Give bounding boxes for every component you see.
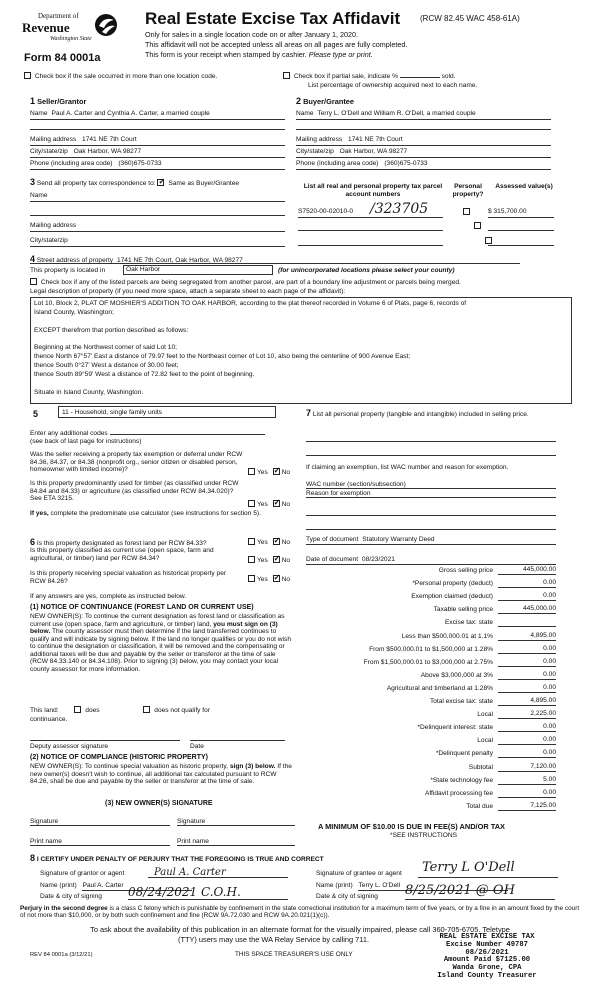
owner-print-2-label: Print name	[177, 838, 209, 845]
s5-q1-no-label: No	[281, 469, 291, 476]
grantee-name-label: Name (print)	[316, 882, 353, 889]
notice1-a: NEW OWNER(S): To continue the current designation as forest land or classification as current use (open space, farm and agriculture, or timber) land,	[30, 613, 285, 628]
codes-field[interactable]	[110, 434, 265, 435]
doc-date-value: 08/23/2021	[361, 556, 395, 563]
perjury-rest: is a class C felony which is punishable by confinement in the state correctional institution for a maximum term of five years, or by a fine in an amount fixed by the court of not more than $10,000, or by both such confinement and fine (RCW 9A.72.030 and RCW 9A.20.021(1)(c)).	[20, 905, 580, 920]
tax-row-value[interactable]: 0.00	[498, 684, 556, 693]
does-not-label: does not qualify for	[154, 707, 210, 714]
section5-num: 5	[33, 409, 39, 419]
buyer-phone-label: Phone (including area code)	[296, 160, 379, 167]
legal-line	[34, 336, 568, 345]
legal-line: EXCEPT therefrom that portion described as follows:	[34, 326, 189, 334]
buyer-name-label: Name	[296, 110, 314, 117]
correspondence-num: 3	[30, 177, 36, 187]
grantor-name-value[interactable]: Paul A. Carter	[82, 882, 192, 891]
tax-row-label: Less than $500,000.01 at 1.1%	[401, 632, 493, 640]
tax-row-label: *Delinquent interest: state	[417, 724, 493, 732]
s5-q1-no-checkbox[interactable]	[273, 468, 280, 475]
parcel-3-value-field[interactable]	[488, 238, 554, 246]
grantee-date-value[interactable]: 8/25/2021 @ OH	[405, 884, 555, 900]
tax-row-value[interactable]: 445,000.00	[498, 605, 556, 614]
stamp-line: Excise Number 49787	[446, 940, 528, 949]
legal-line: Beginning at the Northwest corner of said Lot 10;	[34, 344, 177, 352]
legal-line: Lot 10, Block 2, PLAT OF MOSHIER'S ADDITION TO OAK HARBOR, according to the plat thereof recorded in Volume 6 of Plats, page 6, records of	[34, 300, 467, 307]
partial-sold-label: sold.	[441, 73, 456, 80]
form-title: Real Estate Excise Tax Affidavit	[145, 9, 401, 28]
parcels-header-value: Assessed value(s)	[495, 183, 553, 190]
perjury-note	[20, 905, 582, 920]
seller-phone-label: Phone (including area code)	[30, 160, 113, 167]
seller-num: 1	[30, 96, 36, 106]
legal-line: Situate in Island County, Washington.	[34, 388, 144, 396]
s6-q3-no-label: No	[281, 576, 291, 583]
tax-row-value[interactable]: 0.00	[498, 671, 556, 680]
partial-sale-row	[283, 72, 456, 81]
tax-row-value[interactable]: 0.00	[498, 723, 556, 732]
s6-q3: Is this property receiving special valuation as historical property per RCW 84.26?	[30, 570, 227, 585]
tax-row-value[interactable]: 7,120.00	[498, 763, 556, 772]
notice2-body	[30, 763, 295, 786]
notice2-title: (2) NOTICE OF COMPLIANCE (HISTORIC PROPERTY)	[30, 754, 208, 761]
s6-q1: Is this property designated as forest land per RCW 84.33?	[36, 540, 207, 547]
header-note2: This affidavit will not be accepted unless all areas on all pages are fully completed.	[145, 40, 408, 49]
stamp-line: Amount Paid $7125.00	[443, 956, 531, 965]
s7-exemption-label: If claiming an exemption, list WAC number and reason for exemption.	[306, 464, 509, 471]
tax-row-value[interactable]: 5.00	[498, 776, 556, 785]
doc-date-label: Date of document	[306, 556, 359, 563]
tax-row-value[interactable]: 7,125.00	[498, 802, 556, 811]
s7-wac-label: WAC number (section/subsection)	[306, 481, 406, 488]
buyer-name-value: Terry L. O'Dell and William R. O'Dell, a married couple	[317, 110, 476, 117]
buyer-city-label: City/state/zip	[296, 148, 334, 155]
parcel-handwritten-number: /323705	[370, 201, 429, 217]
s5-q2-yes-label: Yes	[257, 501, 268, 508]
tax-row-value[interactable]: 4,895.00	[498, 697, 556, 706]
header-note1: Only for sales in a single location code on or after January 1, 2020.	[145, 30, 358, 39]
grantee-sig-label: Signature of grantee or agent	[316, 870, 402, 877]
grantee-name-value[interactable]: Terry L. O'Dell	[358, 882, 508, 891]
s5-q2-answers	[248, 500, 290, 509]
buyer-city-field[interactable]	[296, 148, 551, 158]
stamp-line: Island County Treasurer	[437, 971, 537, 980]
located-select[interactable]	[123, 265, 273, 275]
legal-line: thence South 0°27' West a distance of 30.00 feet;	[34, 362, 179, 370]
parcels-header-list: List all real and personal property tax parcel account numbers	[303, 183, 443, 198]
tax-row-label: Excise tax: state	[444, 619, 493, 627]
corr-city-field[interactable]	[30, 237, 285, 247]
s5-q2-yes-checkbox[interactable]	[248, 500, 255, 507]
buyer-name-field[interactable]	[296, 110, 551, 120]
s5-q2: Is this property predominantly used for timber (as classified under RCW 84.84 and 84.33) or agriculture (as classified under RCW 84.34.020)? See ETA 3215.	[30, 480, 239, 503]
tax-row-value[interactable]: 0.00	[498, 592, 556, 601]
corr-name-field-2[interactable]	[30, 208, 285, 216]
s7-wac-field[interactable]	[306, 481, 556, 489]
does-not-qualify-checkbox[interactable]	[143, 706, 150, 713]
notice1-body	[30, 613, 295, 674]
located-label: This property is located in	[30, 267, 106, 274]
tax-row-label: Gross selling price	[438, 567, 493, 574]
tax-row-value[interactable]: 0.00	[498, 579, 556, 588]
stamp-line: 08/26/2021	[465, 948, 509, 957]
s7-reason-field-3[interactable]	[306, 522, 556, 530]
does-label: does	[85, 707, 100, 714]
owner-print-1-label: Print name	[30, 838, 62, 845]
s6-if-any: If any answers are yes, complete as instructed below.	[30, 593, 187, 600]
dept-line2: Revenue	[22, 20, 70, 35]
tax-row-value[interactable]: 0.00	[498, 645, 556, 654]
s6-q1-row	[30, 537, 207, 548]
codes-note: (see back of last page for instructions)	[30, 438, 142, 445]
codes-label: Enter any additional codes	[30, 430, 108, 437]
s6-q2-answers	[248, 556, 290, 565]
s6-q2: Is this property classified as current use (open space, farm and agricultural, or timber) land per RCW 84.34?	[30, 547, 214, 562]
tax-row-label: Above $3,000,000 at 3%	[420, 671, 493, 679]
continuance-label: continuance.	[30, 716, 68, 723]
s6-q2-no-checkbox[interactable]	[273, 556, 280, 563]
s5-q1-yes-label: Yes	[257, 469, 268, 476]
s6-q1-no-checkbox[interactable]	[273, 538, 280, 545]
notice2-a: NEW OWNER(S): To continue special valuation as historic property,	[30, 763, 229, 770]
parcel-1-personal-checkbox[interactable]	[463, 208, 470, 215]
corr-mail-field[interactable]	[30, 222, 285, 232]
seller-name-label: Name	[30, 110, 48, 117]
buyer-phone-field[interactable]	[296, 160, 551, 170]
street-value: 1741 NE 7th Court, Oak Harbor, WA 98277	[116, 257, 243, 264]
owner-print-2-field[interactable]	[177, 838, 295, 846]
multi-location-checkbox[interactable]	[24, 72, 31, 79]
section8-num: 8	[30, 853, 36, 863]
s6-q3-no-checkbox[interactable]	[273, 575, 280, 582]
certify-text: I CERTIFY UNDER PENALTY OF PERJURY THAT THE FOREGOING IS TRUE AND CORRECT	[36, 856, 324, 863]
tax-row-label: From $500,000.01 to $1,500,000 at 1.28%	[369, 645, 493, 653]
seller-mail-field[interactable]	[30, 136, 285, 146]
tax-row-value[interactable]: 0.00	[498, 658, 556, 667]
s5-q1-answers	[248, 468, 290, 477]
tax-row-value[interactable]: 445,000.00	[498, 566, 556, 575]
grantor-sig-field[interactable]	[148, 867, 288, 878]
segregated-checkbox[interactable]	[30, 278, 37, 285]
stamp-line: REAL ESTATE EXCISE TAX	[439, 933, 535, 941]
header-note3-text: This form is your receipt when stamped by cashier.	[145, 50, 307, 59]
s6-q3-yes-label: Yes	[257, 576, 268, 583]
s5-q1-yes-checkbox[interactable]	[248, 468, 255, 475]
s7-reason-label: Reason for exemption	[306, 490, 371, 497]
s6-q2-no-label: No	[281, 557, 291, 564]
s6-q3-yes-checkbox[interactable]	[248, 575, 255, 582]
treasurer-stamp	[412, 934, 562, 981]
s7-reason-field-2[interactable]	[306, 508, 556, 516]
seller-city-label: City/state/zip	[30, 148, 68, 155]
tax-row-value[interactable]: 4,895.00	[498, 632, 556, 641]
revision-label: REV 84 0001a (3/12/21)	[30, 952, 93, 958]
seller-phone-value: (360)675-0733	[118, 160, 162, 167]
grantor-date-value[interactable]: 08/24/2021 C.O.H.	[128, 886, 288, 900]
buyer-heading-text: Buyer/Grantee	[303, 97, 355, 106]
doc-type-label: Type of document	[306, 536, 359, 543]
same-as-buyer-checkbox[interactable]	[157, 179, 164, 186]
parcel-row-2[interactable]	[298, 223, 443, 231]
tax-row-label: Total excise tax: state	[429, 698, 493, 705]
stamp-line: Wanda Grone, CPA	[452, 964, 522, 973]
parcel-2-personal-checkbox[interactable]	[474, 222, 481, 229]
doc-date-field[interactable]	[306, 556, 556, 565]
same-as-buyer-label: Same as Buyer/Grantee	[168, 180, 240, 187]
buyer-city-value: Oak Harbor, WA 98277	[339, 148, 408, 155]
street-label: Street address of property	[36, 257, 114, 264]
dor-emblem-icon	[94, 12, 118, 38]
landuse-value: 11 - Household, single family units	[62, 409, 162, 416]
located-value: Oak Harbor	[126, 266, 161, 273]
buyer-mail-label: Mailing address	[296, 136, 343, 143]
multi-location-row	[24, 72, 217, 81]
s6-q2-yes-checkbox[interactable]	[248, 556, 255, 563]
deputy-date-field[interactable]	[190, 733, 285, 741]
partial-list-note: List percentage of ownership acquired next to each name.	[308, 82, 478, 89]
landuse-select[interactable]	[58, 406, 276, 418]
owner-sig-1-label: Signature	[30, 818, 59, 825]
seller-name-field-2[interactable]	[30, 122, 285, 130]
tax-row-label: *Delinquent penalty	[435, 750, 493, 758]
deputy-signature-field[interactable]	[30, 733, 180, 741]
tax-row-label: Exemption claimed (deduct)	[411, 593, 493, 601]
grantee-sig-field[interactable]	[418, 861, 558, 878]
grantee-date-row	[316, 893, 378, 901]
tax-row-label: Taxable selling price	[433, 606, 493, 614]
located-row	[30, 267, 105, 275]
dept-line3: Washington State	[50, 36, 92, 42]
section7-num: 7	[306, 408, 312, 418]
seller-name-field[interactable]	[30, 110, 285, 120]
grantor-date-row	[40, 893, 102, 901]
see-instructions-note: *SEE INSTRUCTIONS	[390, 832, 458, 839]
tax-row-label: Subtotal	[468, 763, 493, 771]
tax-row-value[interactable]: 2,225.00	[498, 710, 556, 719]
parcel-row-3[interactable]	[298, 238, 443, 246]
legal-label: Legal description of property (if you need more space, attach a separate sheet to each page of the affidavit):	[30, 288, 346, 295]
segregated-row	[30, 278, 461, 287]
parcel-1-value: $ 315,700.00	[488, 208, 527, 215]
tax-row-value[interactable]	[498, 618, 556, 627]
s7-personal-field-1[interactable]	[306, 434, 556, 442]
notice1-b: you must sign on (3) below.	[30, 620, 278, 636]
s6-q1-no-label: No	[281, 539, 291, 546]
partial-sale-label: Check box if partial sale, indicate %	[293, 73, 398, 80]
deputy-label: Deputy assessor signature	[30, 743, 109, 750]
form-rcw: (RCW 82.45 WAC 458-61A)	[420, 14, 520, 23]
header-note3	[145, 51, 373, 59]
owner-sig-2-label: Signature	[177, 818, 206, 825]
legal-line: thence North 67°57' East a distance of 79.97 feet to the Northeast corner of Lot 10, also being the centerline of 900 Avenue East;	[34, 353, 411, 361]
grantor-name-label: Name (print)	[40, 882, 77, 889]
owner-print-1-field[interactable]	[30, 838, 170, 846]
s6-q3-answers	[248, 575, 290, 584]
deputy-date-label: Date	[190, 743, 204, 750]
form-number: Form 84 0001a	[24, 52, 101, 64]
section6-num: 6	[30, 537, 36, 547]
seller-city-value: Oak Harbor, WA 98277	[73, 148, 142, 155]
s6-q1-answers	[248, 538, 290, 547]
does-qualify-checkbox[interactable]	[74, 706, 81, 713]
buyer-num: 2	[296, 96, 302, 106]
s5-q2-no-checkbox[interactable]	[273, 500, 280, 507]
minimum-fee-note: A MINIMUM OF $10.00 IS DUE IN FEE(S) AND/OR TAX	[318, 822, 505, 831]
treasurer-use-label: THIS SPACE TREASURER'S USE ONLY	[235, 951, 353, 958]
legal-description-box[interactable]	[30, 297, 572, 404]
grantor-signature: Paul A. Carter	[154, 867, 226, 878]
grantor-sig-label: Signature of grantor or agent	[40, 870, 125, 877]
parcel-1-value-field[interactable]	[488, 208, 554, 218]
tax-row-label: Local	[477, 711, 493, 719]
legal-line	[34, 318, 568, 327]
corr-name-field[interactable]	[30, 192, 285, 202]
notice1-c: The county assessor must then determine if the land transferred continues to qualify and will indicate by signing below. If the land no longer qualifies or you do not wish to continue the designation or classification, it will be removed and the compensating or additional taxes will be due and payable by the seller or transferor at the time of sale (RCW 84.33.140 or 84.34.108). Prior to signing (3) below, you may contact your local county assessor for more information.	[30, 628, 291, 674]
section4-num: 4	[30, 254, 36, 264]
corr-mail-label: Mailing address	[30, 222, 77, 229]
this-land-label: This land:	[30, 707, 59, 714]
parcel-2-value-field[interactable]	[488, 223, 554, 231]
notice1-title: (1) NOTICE OF CONTINUANCE (FOREST LAND OR CURRENT USE)	[30, 604, 254, 611]
s5-if-yes-bold: If yes,	[30, 510, 49, 517]
owner-sig-1-field[interactable]	[30, 818, 170, 826]
segregated-label: Check box if any of the listed parcels are being segregated from another parcel, are part of a boundary line adjustment or parcels being merged.	[40, 279, 461, 286]
buyer-name-field-2[interactable]	[296, 122, 551, 130]
multi-location-label: Check box if the sale occurred in more than one location code.	[34, 73, 218, 80]
s6-q1-yes-checkbox[interactable]	[248, 538, 255, 545]
seller-mail-value: 1741 NE 7th Court	[82, 136, 137, 143]
alt-format-line2: (TTY) users may use the WA Relay Service by calling 711.	[178, 935, 369, 944]
this-land-row	[30, 706, 210, 715]
codes-row	[30, 430, 265, 438]
partial-percent-field[interactable]	[400, 77, 440, 78]
legal-description-lines	[34, 300, 568, 398]
seller-heading-text: Seller/Grantor	[37, 97, 87, 106]
correspondence-row	[30, 177, 239, 188]
certify-row	[30, 853, 324, 864]
partial-sale-checkbox[interactable]	[283, 72, 290, 79]
legal-line	[34, 380, 568, 389]
buyer-mail-value: 1741 NE 7th Court	[348, 136, 403, 143]
grantee-signature: Terry L O'Dell	[422, 860, 515, 875]
tax-row-label: Local	[477, 737, 493, 745]
tax-row-value[interactable]: 0.00	[498, 749, 556, 758]
s5-if-yes-rest: complete the predominate use calculator (see instructions for section 5).	[50, 510, 261, 517]
s6-q1-yes-label: Yes	[257, 539, 268, 546]
notice2-b: sign (3) below.	[229, 763, 276, 770]
doc-type-value: Statutory Warranty Deed	[362, 536, 435, 543]
tax-row-label: From $1,500,000.01 to $3,000,000 at 2.75%	[363, 658, 493, 666]
parcels-header-personal: Personal property?	[452, 183, 484, 198]
tax-row-label: Affidavit processing fee	[424, 789, 493, 797]
notice2-c: If the new owner(s) doesn't wish to continue, all additional tax calculated pursuant to RCW 84.26, shall be due and payable by the seller or transferor at the time of sale.	[30, 763, 292, 786]
buyer-heading	[296, 96, 354, 107]
tax-row-label: Agricultural and timberland at 1.28%	[386, 684, 493, 692]
seller-heading	[30, 96, 86, 107]
owner-sig-2-field[interactable]	[177, 818, 295, 826]
s7-personal-row	[306, 408, 556, 419]
legal-line: Island County, Washington;	[34, 308, 114, 316]
buyer-mail-field[interactable]	[296, 136, 551, 146]
tax-row-value[interactable]: 0.00	[498, 789, 556, 798]
doc-type-field[interactable]	[306, 536, 556, 545]
seller-city-field[interactable]	[30, 148, 285, 158]
header-note3-italic: Please type or print.	[308, 50, 373, 59]
s5-q1: Was the seller receiving a property tax exemption or deferral under RCW 84.36, 84.37, or 84.38 (nonprofit org., senior citizen or disabled person, homeowner with limited income)?	[30, 451, 243, 474]
s5-if-yes	[30, 510, 280, 518]
tax-row-label: *State technology fee	[430, 776, 493, 784]
parcel-number: S7520-00-02010-0	[298, 208, 353, 215]
notice3-title: (3) NEW OWNER(S) SIGNATURE	[105, 800, 213, 807]
correspondence-label: Send all property tax correspondence to:	[36, 180, 156, 187]
s7-personal-field-2[interactable]	[306, 448, 556, 456]
buyer-phone-value: (360)675-0733	[384, 160, 428, 167]
perjury-bold: Perjury in the second degree	[20, 905, 108, 912]
dept-line1: Department of	[38, 12, 79, 20]
seller-name-value: Paul A. Carter and Cynthia A. Carter, a married couple	[51, 110, 210, 117]
s7-reason-field[interactable]	[306, 490, 556, 498]
seller-phone-field[interactable]	[30, 160, 285, 170]
s7-personal-label: List all personal property (tangible and intangible) included in selling price.	[312, 411, 529, 418]
tax-row-value[interactable]: 0.00	[498, 736, 556, 745]
street-address-field[interactable]	[30, 254, 520, 264]
tax-row-label: *Personal property (deduct)	[412, 580, 493, 588]
legal-line: thence South 89°59' West a distance of 72.82 feet to the point of beginning.	[34, 371, 255, 379]
grantor-date-label: Date & city of signing	[40, 893, 102, 900]
corr-city-label: City/state/zip	[30, 237, 68, 244]
s5-q2-no-label: No	[281, 501, 291, 508]
grantee-date-label: Date & city of signing	[316, 893, 378, 900]
tax-row-label: Total due	[466, 802, 493, 810]
corr-name-label: Name	[30, 192, 48, 199]
s6-q2-yes-label: Yes	[257, 557, 268, 564]
unincorporated-note: (for unincorporated locations please select your county)	[278, 267, 455, 274]
alt-format-line1: To ask about the availability of this publication in an alternate format for the visually impaired, please call 360-705-6705. Teletype	[90, 925, 510, 934]
seller-mail-label: Mailing address	[30, 136, 77, 143]
